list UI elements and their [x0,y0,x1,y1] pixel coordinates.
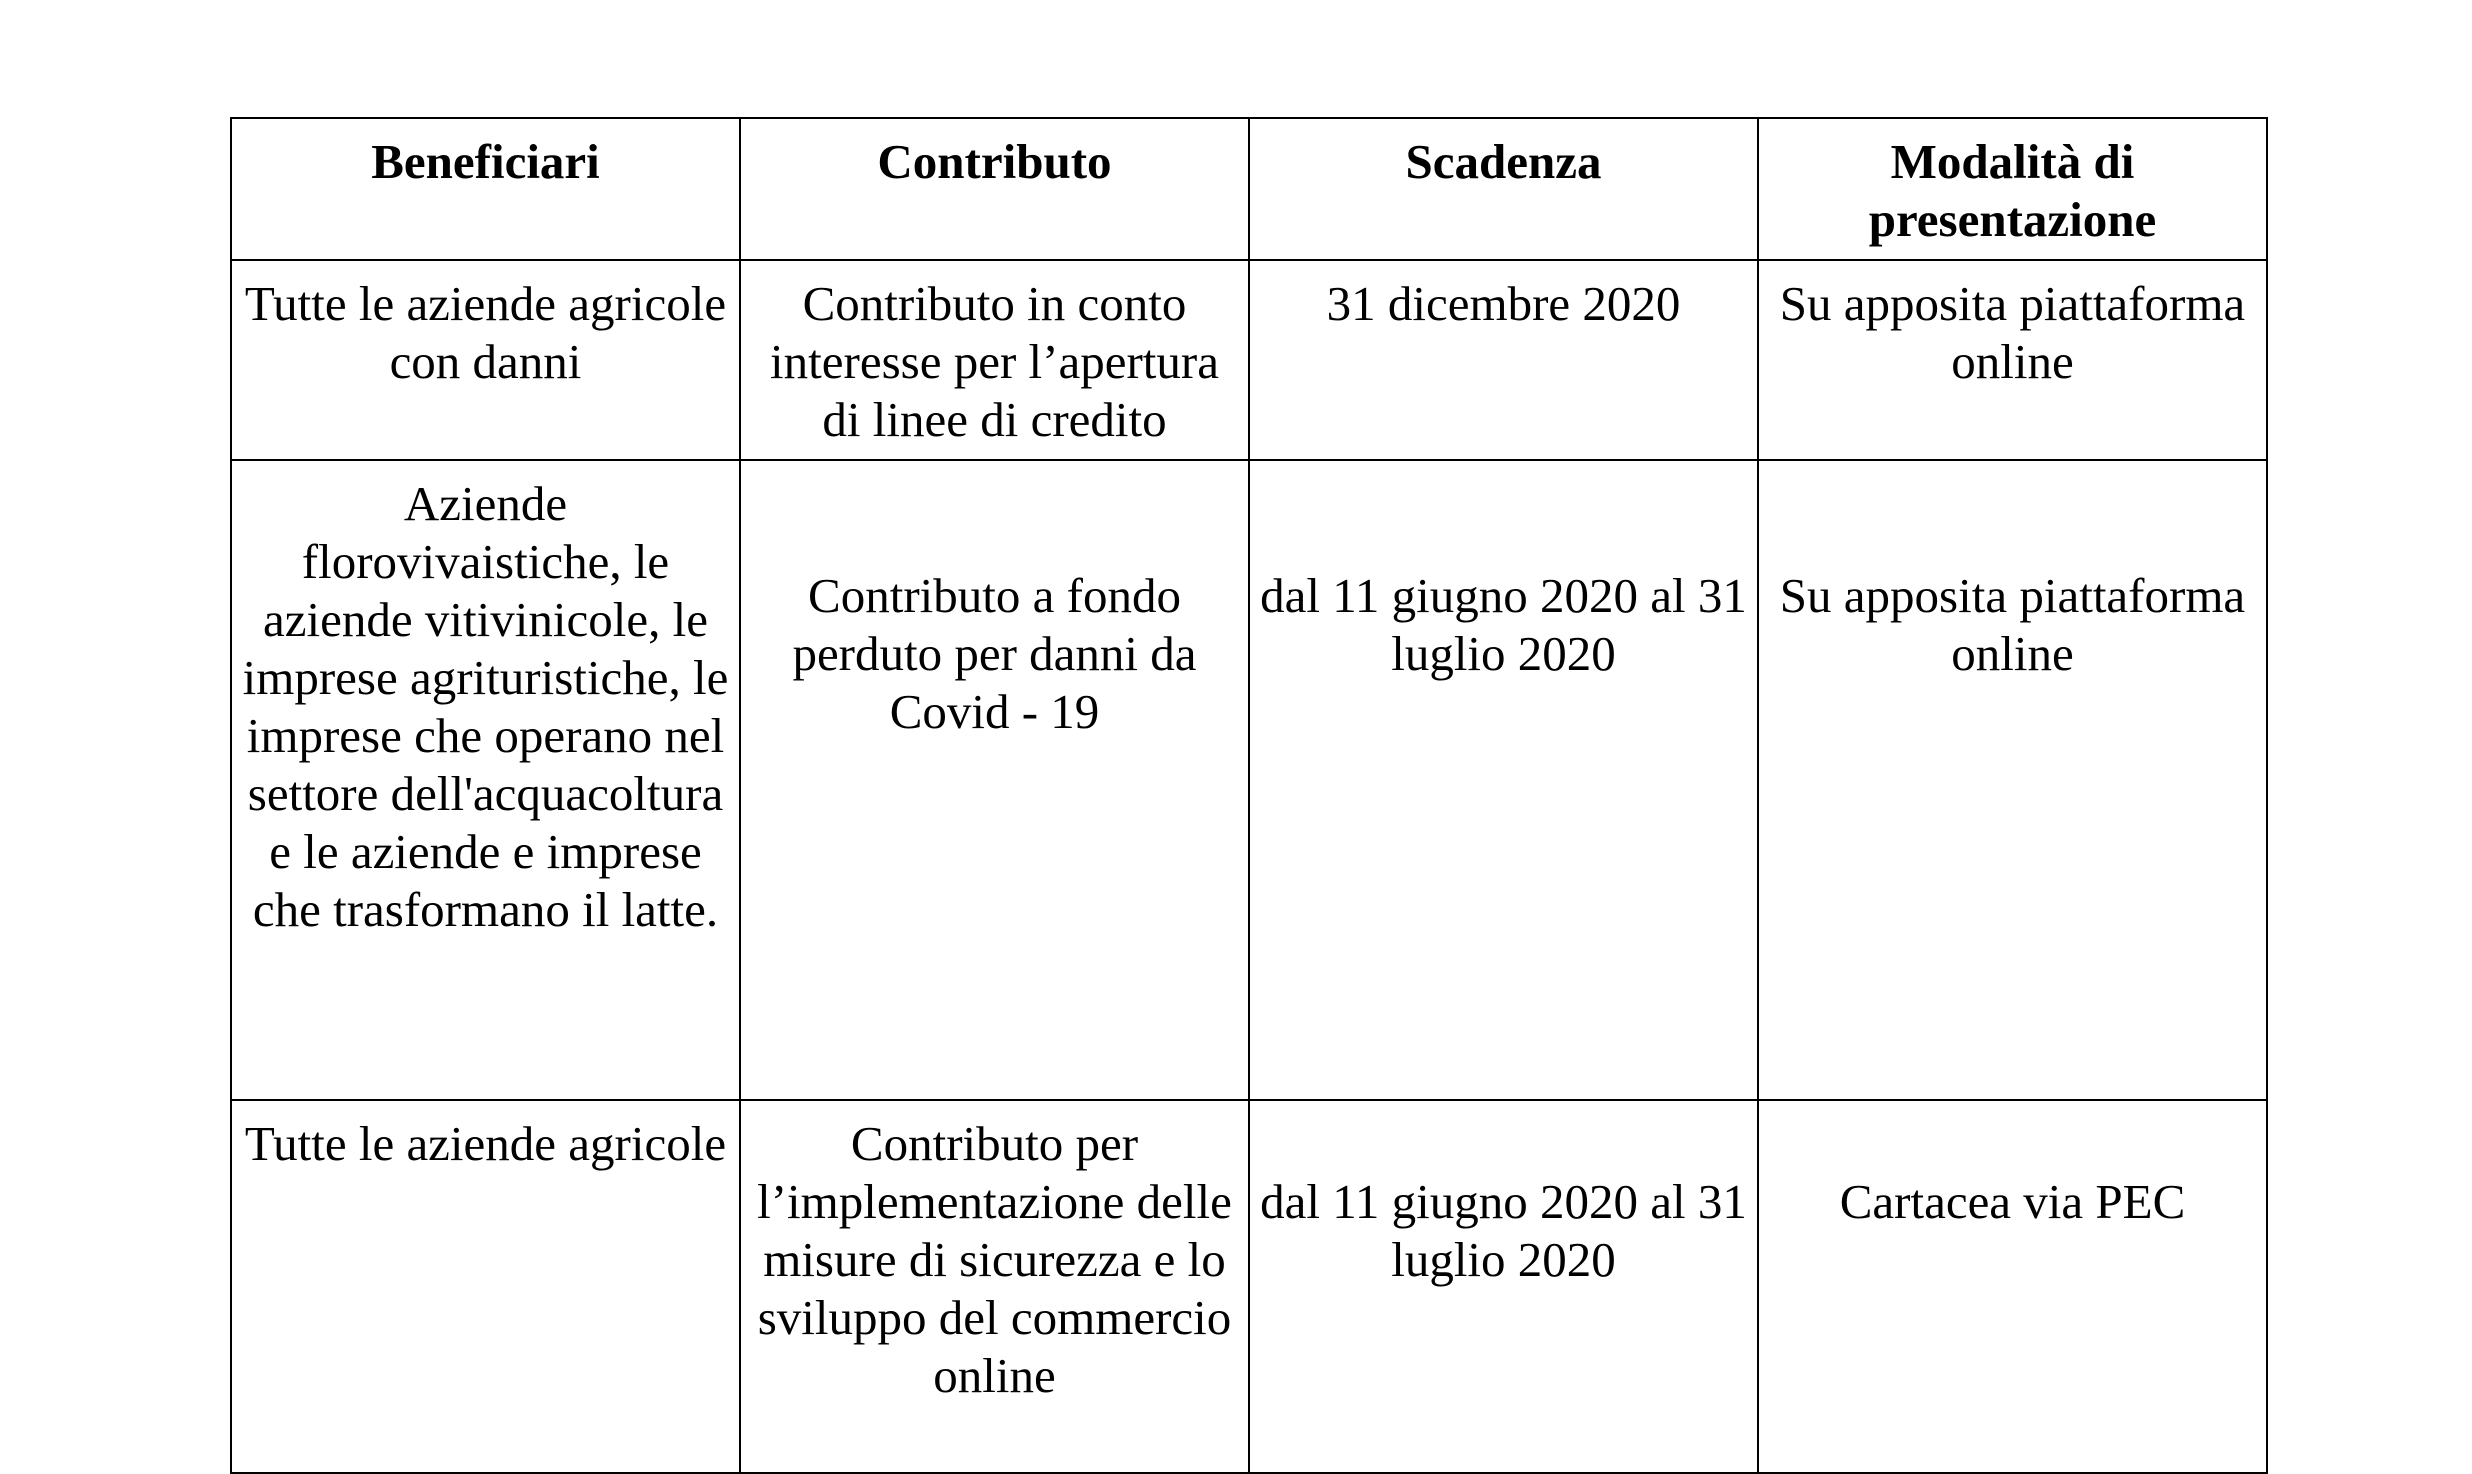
cell-contributo [740,460,1249,1100]
cell-scadenza [1249,1100,1758,1473]
cell-text: Su apposita piattaforma online [1779,568,2246,681]
cell-text: Cartacea via PEC [1839,1174,2186,1229]
cell-modalita [1758,1100,2267,1473]
cell-text: 31 dicembre 2020 [1326,276,1681,331]
cell-modalita [1758,260,2267,460]
table-row [231,460,2267,1100]
table-header-row [231,118,2267,260]
cell-text: Contributo a fondo perduto per danni da Covid - 19 [792,568,1197,739]
cell-beneficiari [231,1100,740,1473]
cell-modalita [1758,460,2267,1100]
cell-text: dal 11 giugno 2020 al 31 luglio 2020 [1260,568,1747,681]
cell-beneficiari [231,460,740,1100]
cell-text: Tutte le aziende agricole con danni [244,276,727,389]
cell-scadenza [1249,460,1758,1100]
cell-text: Su apposita piattaforma online [1779,276,2246,389]
cell-text: Aziende florovivaistiche, le aziende vitivinicole, le imprese agrituristiche, le imprese che operano nel settore dell'acquacoltura e le aziende e imprese che trasformano il latte. [242,476,729,937]
cell-text: Tutte le aziende agricole [244,1116,727,1171]
header-scadenza: Scadenza [1249,118,1758,260]
header-beneficiari: Beneficiari [231,118,740,260]
table-row [231,1100,2267,1473]
cell-text: Contributo per l’implementazione delle misure di sicurezza e lo sviluppo del commercio online [757,1116,1232,1403]
cell-contributo [740,260,1249,460]
header-modalita: Modalità di presentazione [1758,118,2267,260]
cell-beneficiari [231,260,740,460]
cell-contributo [740,1100,1249,1473]
cell-text: dal 11 giugno 2020 al 31 luglio 2020 [1260,1174,1747,1287]
cell-text: Contributo in conto interesse per l’apertura di linee di credito [770,276,1219,447]
header-contributo: Contributo [740,118,1249,260]
table-row [231,260,2267,460]
funding-table [230,117,2268,1474]
cell-scadenza [1249,260,1758,460]
